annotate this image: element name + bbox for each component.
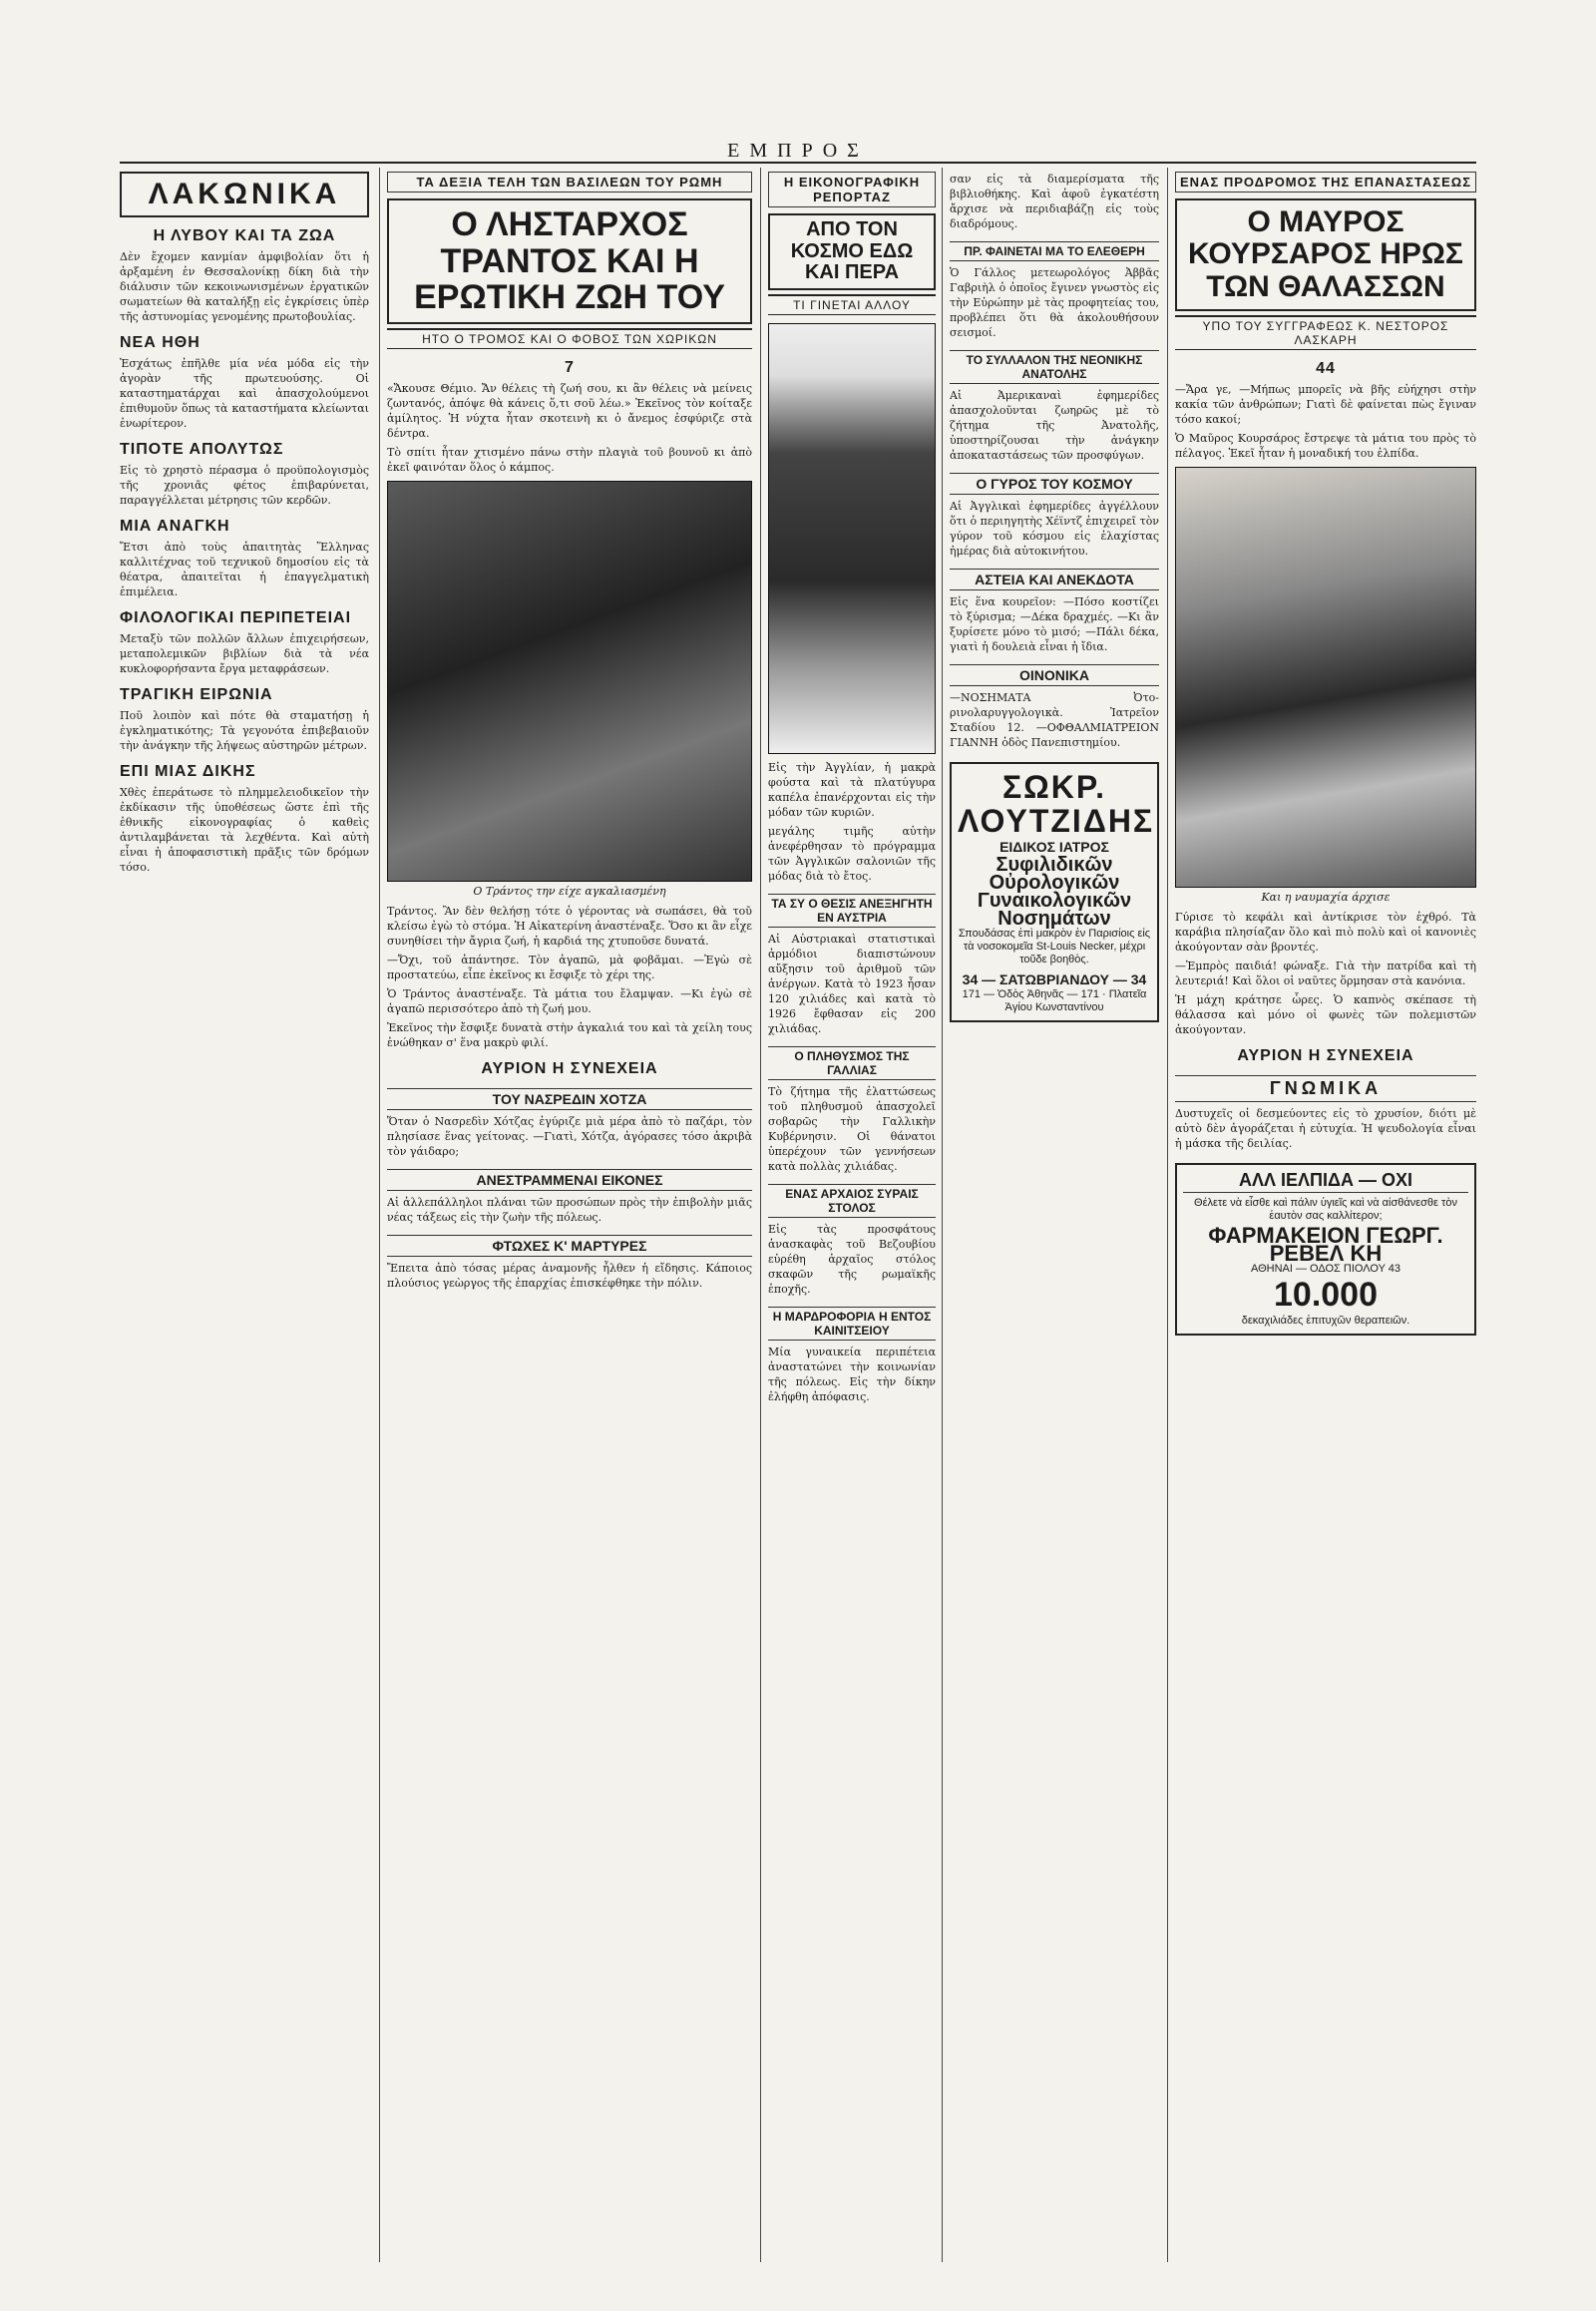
heading: ΦΤΩΧΕΣ Κ' ΜΑΡΤΥΡΕΣ bbox=[387, 1235, 752, 1257]
doctor-advertisement bbox=[950, 762, 1159, 1022]
continued-label: ΑΥΡΙΟΝ Η ΣΥΝΕΧΕΙΑ bbox=[1237, 1047, 1414, 1065]
ad-shop: ΦΑΡΜΑΚΕΙΟΝ ΓΕΩΡΓ. ΡΕΒΕΛ ΚΗ bbox=[1208, 1223, 1443, 1267]
kicker: ΤΑ ΔΕΞΙΑ ΤΕΛΗ ΤΩΝ ΒΑΣΙΛΕΩΝ ΤΟΥ ΡΩΜΗ bbox=[387, 172, 752, 193]
paragraph: Ὁ Μαῦρος Κουρσάρος ἔστρεψε τὰ μάτια του πρὸς τὸ πέλαγος. Ἐκεῖ ἦταν ἡ μοναδική του ἐλπίδα. bbox=[1175, 432, 1476, 461]
column-kourssaros bbox=[1175, 172, 1476, 2256]
naval-battle-illustration bbox=[1175, 467, 1476, 888]
paragraph: Ὁ Τράντος ἀναστέναξε. Τὰ μάτια του ἔλαμψαν. —Κι ἐγὼ σὲ ἀγαπῶ περισσότερο ἀπὸ τὴ ζωή μου. bbox=[387, 987, 752, 1016]
ad-text: Θέλετε νὰ εἶσθε καὶ πάλιν ὑγιεῖς καὶ νὰ αἰσθάνεσθε τὸν ἑαυτὸν σας καλλίτερον; bbox=[1194, 1197, 1457, 1223]
paragraph: Αἱ ἀλλεπάλληλοι πλάναι τῶν προσώπων πρὸς τὴν ἐπιβολὴν μιᾶς νέας τάξεως εἰς τὴν ζωὴν τῆς πόλεως. bbox=[387, 1196, 752, 1225]
caption: Και η ναυμαχία άρχισε bbox=[1261, 891, 1391, 905]
paragraph: Εἰς ἕνα κουρεῖον: —Πόσο κοστίζει τὸ ξύρισμα; —Δέκα δραχμές. —Κι ἂν ξυρίσετε μόνο τὸ μισό; —Πάλι δέκα, γιατὶ ἡ δουλειὰ εἶναι ἡ ἴδια. bbox=[950, 595, 1159, 653]
heading: ΤΡΑΓΙΚΗ ΕΙΡΩΝΙΑ bbox=[120, 686, 273, 703]
paragraph: Χθὲς ἐπεράτωσε τὸ πλημμελειοδικεῖον τὴν ἐκδίκασιν τῆς ὑποθέσεως ὥστε ἐπὶ τῆς ἐθνικῆς εἰκονογραφίας ὁ καθεὶς ἀντιλαμβάνεται τὰ λεχθέντα. Καὶ αὐτὴ εἶναι ἡ ἀποφασιστικὴ πρᾶξις τῶν δρόμων τόσο. bbox=[120, 786, 369, 874]
heading: ΤΟ ΣΥΛΛΑΛΟΝ ΤΗΣ ΝΕΟΝΙΚΗΣ ΑΝΑΤΟΛΗΣ bbox=[950, 350, 1159, 384]
ad-line: Οὐρολογικῶν bbox=[989, 872, 1120, 894]
ad-address: 34 — ΣΑΤΩΒΡΙΑΝΔΟΥ — 34 bbox=[962, 971, 1147, 987]
paragraph: Μεταξὺ τῶν πολλῶν ἄλλων ἐπιχειρήσεων, μεταπολεμικῶν βιβλίων διὰ τὰ νέα κυκλοφορήσαντα ἔργα μεταφράσεων. bbox=[120, 632, 369, 675]
heading: ΑΣΤΕΙΑ ΚΑΙ ΑΝΕΚΔΟΤΑ bbox=[950, 569, 1159, 590]
paragraph: Ὁ Γάλλος μετεωρολόγος Ἀββᾶς Γαβριὴλ ὁ ὁποῖος ἔγινεν γνωστὸς εἰς τὴν Εὐρώπην μὲ τὰς προφητείας του, προβλέπει ὅτι θὰ ἀκολουθήσουν σεισμοί. bbox=[950, 266, 1159, 339]
instalment-number: 7 bbox=[565, 359, 575, 377]
column-rule bbox=[760, 168, 761, 2262]
headline: Ο ΛΗΣΤΑΡΧΟΣ ΤΡΑΝΤΟΣ ΚΑΙ Η ΕΡΩΤΙΚΗ ΖΩΗ ΤΟΥ bbox=[387, 198, 752, 324]
masthead: ΕΜΠΡΟΣ bbox=[120, 140, 1476, 164]
heading: Η ΜΑΡΔΡΟΦΟΡΙΑ Η ΕΝΤΟΣ ΚΑΙΝΙΤΣΕΙΟΥ bbox=[768, 1307, 936, 1341]
illustration-couple bbox=[387, 481, 752, 882]
paragraph: Ἐσχάτως ἐπῆλθε μία νέα μόδα εἰς τὴν ἀγορὰν τῆς πρωτευούσης. Οἱ καταστηματάρχαι καὶ ἀπασχολούμενοι ἐπιθυμοῦν ὅπως τὰ καταστήματα κλείωνται ἐνωρίτερον. bbox=[120, 357, 369, 430]
heading: ΓΝΩΜΙΚΑ bbox=[1175, 1075, 1476, 1102]
paragraph: Ἔπειτα ἀπὸ τόσας μέρας ἀναμονῆς ἦλθεν ἡ εἴδησις. Κάποιος πλούσιος γεὼργος τῆς ἐπαρχίας ἐπισκέφθηκε τὴν πόλιν. bbox=[387, 1262, 752, 1291]
paragraph: Αἱ Ἀμερικαναὶ ἐφημερίδες ἀπασχολοῦνται ζωηρῶς μὲ τὸ ζήτημα τῆς Ἀνατολῆς, ὑποστηρίζουσαι τὴν ἀνάγκην ἀποκαταστάσεως τῶν προσφύγων. bbox=[950, 389, 1159, 462]
heading: ΤΑ ΣΥ Ο ΘΕΣΙΣ ΑΝΕΞΗΓΗΤΗ ΕΝ ΑΥΣΤΡΙΑ bbox=[768, 894, 936, 928]
ad-line: Συφιλιδικῶν bbox=[996, 854, 1113, 876]
heading: ΕΝΑΣ ΑΡΧΑΙΟΣ ΣΥΡΑΙΣ ΣΤΟΛΟΣ bbox=[768, 1184, 936, 1218]
heading: ΠΡ. ΦΑΙΝΕΤΑΙ ΜΑ ΤΟ ΕΛΕΘΕΡΗ bbox=[950, 241, 1159, 261]
column-lakonika bbox=[120, 172, 369, 2256]
ad-role: ΕΙΔΙΚΟΣ ΙΑΤΡΟΣ bbox=[999, 839, 1109, 855]
ad-footer: δεκαχιλιάδες ἐπιτυχῶν θεραπειῶν. bbox=[1241, 1315, 1410, 1328]
ad-text: Σπουδάσας ἐπὶ μακρὸν ἐν Παρισίοις εἰς τὰ νοσοκομεῖα St-Louis Necker, μέχρι τοῦδε βοηθὸς. bbox=[958, 928, 1151, 965]
paragraph: Δυστυχεῖς οἱ δεσμεύοντες εἰς τὸ χρυσίον, διότι μὲ αὐτὸ δὲν ἀγοράζεται ἡ εὐτυχία. Ἡ ψευδολογία εἶναι ἡ μάσκα τῆς δειλίας. bbox=[1175, 1107, 1476, 1151]
paragraph: —Ὄχι, τοῦ ἀπάντησε. Τὸν ἀγαπῶ, μὰ φοβᾶμαι. —Ἐγὼ σὲ προστατεύω, εἶπε ἐκεῖνος κι ἔσφιξε τὸ χέρι της. bbox=[387, 954, 752, 982]
continued-label: ΑΥΡΙΟΝ Η ΣΥΝΕΧΕΙΑ bbox=[481, 1060, 658, 1078]
heading: ΑΝΕΣΤΡΑΜΜΕΝΑΙ ΕΙΚΟΝΕΣ bbox=[387, 1169, 752, 1191]
heading: ΕΠΙ ΜΙΑΣ ΔΙΚΗΣ bbox=[120, 763, 256, 780]
headline: ΑΠΟ ΤΟΝ ΚΟΣΜΟ ΕΔΩ ΚΑΙ ΠΕΡΑ bbox=[768, 213, 936, 290]
caption: Ο Τράντος την είχε αγκαλιασμένη bbox=[473, 885, 666, 899]
pharmacy-advertisement bbox=[1175, 1163, 1476, 1336]
heading: ΜΙΑ ΑΝΑΓΚΗ bbox=[120, 518, 230, 535]
paragraph: Μία γυναικεία περιπέτεια ἀναστατώνει τὴν κοινωνίαν τῆς πόλεως. Εἰς τὴν δίκην ἐλήφθη ἀπόφασις. bbox=[768, 1345, 936, 1403]
column-news bbox=[950, 172, 1159, 2256]
paragraph: Γύρισε τὸ κεφάλι καὶ ἀντίκρισε τὸν ἐχθρό. Τὰ καράβια πλησίαζαν ὅλο καὶ πιὸ πολὺ καὶ οἱ κανονιὲς ἀκούγονταν σὰν βροντές. bbox=[1175, 911, 1476, 955]
ad-address: ΑΘΗΝΑΙ — ΟΔΟΣ ΠΙΟΛΟΥ 43 bbox=[1250, 1263, 1400, 1276]
kicker: Η ΕΙΚΟΝΟΓΡΑΦΙΚΗ ΡΕΠΟΡΤΑΖ bbox=[768, 172, 936, 207]
heading: ΤΟΥ ΝΑΣΡΕΔΙΝ ΧΟΤΖΑ bbox=[387, 1088, 752, 1110]
section-subtitle: Η ΛΥΒΟΥ ΚΑΙ ΤΑ ΖΩΑ bbox=[153, 227, 336, 244]
heading: ΦΙΛΟΛΟΓΙΚΑΙ ΠΕΡΙΠΕΤΕΙΑΙ bbox=[120, 609, 352, 626]
paragraph: Αἱ Αὐστριακαὶ στατιστικαὶ ἀρμόδιοι διαπιστώνουν αὔξησιν τοῦ ἀριθμοῦ τῶν ἀνέργων. Κατὰ τὸ 1923 ἦσαν 120 χιλιάδες καὶ κατὰ τὸ 1926 ἔφθασαν εἰς 200 χιλιάδας. bbox=[768, 932, 936, 1035]
headline: Ο ΜΑΥΡΟΣ ΚΟΥΡΣΑΡΟΣ ΗΡΩΣ ΤΩΝ ΘΑΛΑΣΣΩΝ bbox=[1175, 198, 1476, 311]
paragraph: Ἐκεῖνος τὴν ἔσφιξε δυνατὰ στὴν ἀγκαλιά του καὶ τὰ χείλη τους ἑνώθηκαν σ' ἕνα μακρὺ φιλί. bbox=[387, 1021, 752, 1050]
paragraph: «Ἄκουσε Θέμιο. Ἄν θέλεις τὴ ζωή σου, κι ἂν θέλεις νὰ μείνεις ζωντανός, ἀπόψε θὰ κάνεις ὅ,τι σοῦ λέω.» Ἐκεῖνος τὸν κοίταξε ἀμίλητος. Ἡ νύχτα ἦταν σκοτεινὴ κι ὁ ἄνεμος ἐσφύριζε στὰ δέντρα. bbox=[387, 382, 752, 441]
heading: ΤΙΠΟΤΕ ΑΠΟΛΥΤΩΣ bbox=[120, 441, 284, 458]
subheadline: ΗΤΟ Ο ΤΡΟΜΟΣ ΚΑΙ Ο ΦΟΒΟΣ ΤΩΝ ΧΩΡΙΚΩΝ bbox=[387, 328, 752, 349]
ad-big-number: 10.000 bbox=[1274, 1276, 1378, 1315]
ad-footer: 171 — Ὁδὸς Ἀθηνᾶς — 171 · Πλατεῖα Ἁγίου Κωνσταντίνου bbox=[962, 988, 1147, 1013]
column-rule bbox=[942, 168, 943, 2262]
paragraph: Εἰς τὸ χρηστὸ πέρασμα ὁ προϋπολογισμὸς τῆς χρονιᾶς φέτος ἐπιβαρύνεται, παραγγέλλεται μέτρησις τῶν κερδῶν. bbox=[120, 464, 369, 507]
ad-headline: ΑΛΛ ΙΕΛΠΙΔΑ — ΟΧΙ bbox=[1183, 1171, 1468, 1193]
heading: Ο ΠΛΗΘΥΣΜΟΣ ΤΗΣ ΓΑΛΛΙΑΣ bbox=[768, 1046, 936, 1080]
fashion-illustration bbox=[768, 323, 936, 754]
paragraph: Τὸ ζήτημα τῆς ἐλαττώσεως τοῦ πληθυσμοῦ ἀπασχολεῖ σοβαρῶς τὴν Γαλλικὴν Κυβέρνησιν. Οἱ θάνατοι ὑπερέχουν τῶν γεννήσεων κατὰ πολλὰς χιλιάδας. bbox=[768, 1084, 936, 1173]
subheadline: ΤΙ ΓΙΝΕΤΑΙ ΑΛΛΟΥ bbox=[768, 294, 936, 315]
heading: ΟΙΝΟΝΙΚΑ bbox=[950, 664, 1159, 686]
paragraph: Δὲν ἔχομεν κανμίαν ἀμφιβολίαν ὅτι ἡ ἀρξαμένη ἐν Θεσσαλονίκῃ δίκη διὰ τὴν διάλυσιν τῶν κεκοινωνισμένων ἐργατικῶν σωματείων θὰ καταλήξῃ εἰς ἐγκρίσεις ὑπὲρ τῆς ἀστυνομίας γενομένης πρωτοβουλίας. bbox=[120, 250, 369, 323]
paragraph: —Ἄρα γε, —Μήπως μπορεῖς νὰ βῆς εὐήχησι στὴν κακία τῶν ἀνθρώπων; Γιατὶ δὲ φαίνεται πὼς ἔγιναν τόσο κακοί; bbox=[1175, 383, 1476, 427]
heading: ΝΕΑ ΗΘΗ bbox=[120, 334, 200, 351]
paragraph: Τράντος. Ἂν δὲν θελήσῃ τότε ὁ γέροντας νὰ σωπάσει, θὰ τοῦ κλείσω ἐγὼ τὸ στόμα. Ἡ Αἰκατερίνη ἀναστέναξε. Ὅσο κι ἂν εἶχε συνηθίσει τὴν ἄγρια ζωή, ἡ καρδιά της χτυποῦσε δυνατά. bbox=[387, 905, 752, 949]
paragraph: Ὅταν ὁ Νασρεδὶν Χότζας ἐγύριζε μιὰ μέρα ἀπὸ τὸ παζάρι, τὸν πλησίασε ἕνας γείτονας. —Γιατὶ, Χότζα, ἀγόρασες τόσο ἀκριβὰ τὸν γάιδαρο; bbox=[387, 1115, 752, 1159]
paragraph: Ἔτσι ἀπὸ τοὺς ἀπαιτητὰς Ἕλληνας καλλιτέχνας τοῦ τεχνικοῦ δημοσίου εἰς τὰ θέατρα, ἀπαιτεῖται ἡ ἐπαγγελματικὴ ἐπιμέλεια. bbox=[120, 541, 369, 598]
paragraph: —ΝΟΣΗΜΑΤΑ Ὀτο-ρινολαρυγγολογικὰ. Ἰατρεῖον Σταδίου 12. —ΟΦΘΑΛΜΙΑΤΡΕΙΟΝ ΓΙΑΝΝΗ ὁδὸς Πανεπιστημίου. bbox=[950, 691, 1159, 749]
ad-line: Νοσημάτων bbox=[998, 908, 1111, 930]
column-world bbox=[768, 172, 936, 2256]
paragraph: σαν εἰς τὰ διαμερίσματα τῆς βιβλιοθήκης. Καὶ ἀφοῦ ἐγκατέστη ἄρχισε νὰ περιδιαβάζῃ εἰς τοὺς διαδρόμους. bbox=[950, 173, 1159, 230]
ad-line: Γυναικολογικῶν bbox=[977, 890, 1132, 912]
section-title: ΛΑΚΩΝΙΚΑ bbox=[120, 172, 369, 217]
paragraph: Αἱ Ἀγγλικαὶ ἐφημερίδες ἀγγέλλουν ὅτι ὁ περιηγητὴς Χέϊντζ ἐπιχειρεῖ τὸν γύρον τοῦ κόσμου εἰς ἐλαχίστας ἡμέρας διὰ αὐτοκινήτου. bbox=[950, 500, 1159, 558]
ad-name: ΣΩΚΡ. ΛΟΥΤΖΙΔΗΣ bbox=[958, 769, 1155, 839]
paragraph: Ποῦ λοιπὸν καὶ πότε θὰ σταματήσῃ ἡ ἐγκληματικότης; Τὰ γεγονότα ἐπιβεβαιοῦν τὴν ἀνάγκην τῆς λήψεως αὐστηρῶν μέτρων. bbox=[120, 709, 369, 752]
paragraph: Τὸ σπίτι ἦταν χτισμένο πάνω στὴν πλαγιὰ τοῦ βουνοῦ κι ἀπὸ ἐκεῖ φαινόταν ὅλος ὁ κάμπος. bbox=[387, 446, 752, 475]
column-rule bbox=[1167, 168, 1168, 2262]
paragraph: Εἰς τὰς προσφάτους ἀνασκαφὰς τοῦ Βεζουβίου εὑρέθη ἀρχαῖος στόλος σκαφῶν τῆς ρωμαϊκῆς ἐποχῆς. bbox=[768, 1222, 936, 1296]
paragraph: Ἡ μάχη κράτησε ὧρες. Ὁ καπνὸς σκέπασε τὴ θάλασσα καὶ μόνο οἱ φωνὲς τῶν πολεμιστῶν ἀκούγονταν. bbox=[1175, 993, 1476, 1037]
column-rule bbox=[379, 168, 380, 2262]
paragraph: μεγάλης τιμῆς αὐτὴν ἀνεφέρθησαν τὸ πρόγραμμα τῶν Ἀγγλικῶν σαλονιῶν τῆς μόδας διὰ τὸ ἔτος. bbox=[768, 824, 936, 883]
heading: Ο ΓΥΡΟΣ ΤΟΥ ΚΟΣΜΟΥ bbox=[950, 473, 1159, 495]
kicker: ΕΝΑΣ ΠΡΟΔΡΟΜΟΣ ΤΗΣ ΕΠΑΝΑΣΤΑΣΕΩΣ bbox=[1175, 172, 1476, 193]
paragraph: —Ἐμπρὸς παιδιά! φώναξε. Γιὰ τὴν πατρίδα καὶ τὴ λευτεριά! Καὶ ὅλοι οἱ ναῦτες ὅρμησαν στὰ κανόνια. bbox=[1175, 960, 1476, 988]
subheadline: ΥΠΟ ΤΟΥ ΣΥΓΓΡΑΦΕΩΣ Κ. ΝΕΣΤΟΡΟΣ ΛΑΣΚΑΡΗ bbox=[1175, 315, 1476, 350]
instalment-number: 44 bbox=[1316, 360, 1336, 378]
column-trantos bbox=[387, 172, 752, 2256]
paragraph: Εἰς τὴν Ἀγγλίαν, ἡ μακρὰ φούστα καὶ τὰ πλατύγυρα καπέλα ἐπανέρχονται εἰς τὴν μόδαν τῶν κυριῶν. bbox=[768, 760, 936, 819]
